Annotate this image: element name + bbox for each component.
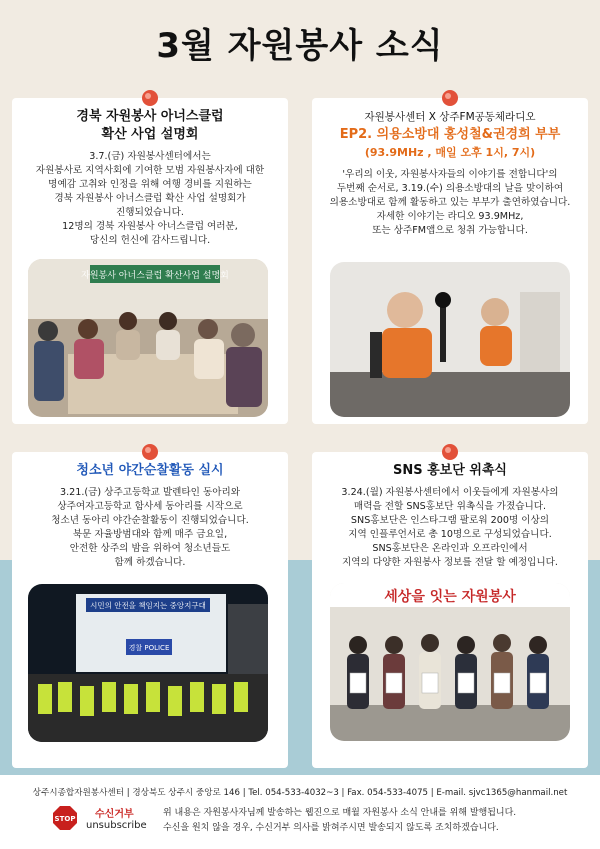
stop-icon <box>52 805 78 831</box>
svg-text:STOP: STOP <box>54 815 76 823</box>
card-title: SNS 홍보단 위촉식 <box>392 463 507 478</box>
unsubscribe-link-en[interactable]: unsubscribe <box>86 820 147 831</box>
photo-night-patrol <box>28 584 268 742</box>
photo-banner-text: 세상을 잇는 자원봉사 <box>384 589 516 605</box>
footer-contact: 상주시종합자원봉사센터 | 경상북도 상주시 중앙로 146 | Tel. 054-533-4032~3 | Fax. 054-533-4075 | E-mail. sjvc1365@hanmail.net <box>32 788 568 798</box>
card-title: 자원봉사센터 X 상주FM공동체라디오 EP2. 의용소방대 홍성철&권경희 부부 (93.9MHz , 매일 오후 1시, 7시) <box>339 111 561 159</box>
pin-icon <box>140 88 160 108</box>
card-body: 3.7.(금) 자원봉사센터에서는 자원봉사로 지역사회에 기여한 모범 자원봉사자에 대한 명예감 고취와 인정을 위해 여행 경비를 지원하는 경북 자원봉사 아너스클럽 확산 사업 설명회가 진행되었습니다. 12명의 경북 자원봉사 아너스클럽 여러분, 당신의 헌신에 감사드립니다. <box>35 151 265 246</box>
card-title: 청소년 야간순찰활동 실시 <box>76 463 224 478</box>
photo-radio-studio <box>330 262 570 417</box>
photo-sns-ceremony <box>330 583 570 741</box>
footer-notice: 위 내용은 자원봉사자님께 발송하는 웹진으로 매월 자원봉사 소식 안내를 위해 발행됩니다. 수신을 원치 않을 경우, 수신거부 의사를 밝혀주시면 발송되지 않도록 조치하겠습니다. <box>163 808 517 833</box>
photo-banner-text: 시민의 안전을 책임지는 중앙지구대 <box>90 601 206 610</box>
pin-icon <box>440 88 460 108</box>
pin-icon <box>140 442 160 462</box>
card-body: '우리의 이웃, 자원봉사자들의 이야기를 전합니다'의 두번째 순서로, 3.19.(수) 의용소방대의 날을 맞이하여 의용소방대로 함께 활동하고 있는 부부가 출연하였습니다. 자세한 이야기는 라디오 93.9MHz, 또는 상주FM앱으로 청취 가능합니다. <box>329 169 571 236</box>
photo-honors-club-meeting <box>28 259 268 417</box>
photo-banner-text: 자원봉사 아너스클럽 확산사업 설명회 <box>81 271 229 281</box>
photo-sign-text: 경찰 POLICE <box>128 644 170 652</box>
card-body: 3.24.(월) 자원봉사센터에서 이웃들에게 자원봉사의 매력을 전할 SNS홍보단 위촉식을 가졌습니다. SNS홍보단은 인스타그램 팔로워 200명 이상의 지역 인플루언서로 총 10명으로 구성되었습니다. SNS홍보단은 온라인과 오프라인에서 지역의 다양한 자원봉사 정보를 전달 할 예정입니다. <box>341 487 559 568</box>
card-title: 경북 자원봉사 아너스클럽 확산 사업 설명회 <box>76 109 224 142</box>
pin-icon <box>440 442 460 462</box>
page-title: 3월 자원봉사 소식 <box>156 26 444 66</box>
card-body: 3.21.(금) 상주고등학교 발렌타인 동아리와 상주여자고등학교 함사세 동아리를 시작으로 청소년 동아리 야간순찰활동이 진행되었습니다. 북문 자율방범대와 함께 매주 금요일, 안전한 상주의 밤을 위하여 청소년들도 함께 하겠습니다. <box>51 487 249 568</box>
unsubscribe-link[interactable]: 수신거부 <box>95 809 134 820</box>
